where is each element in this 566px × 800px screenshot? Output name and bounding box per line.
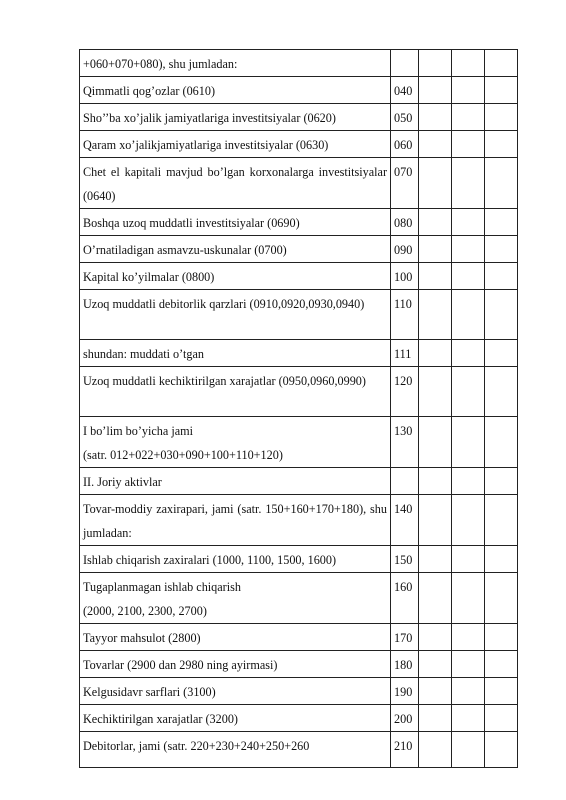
value-cell <box>419 77 452 104</box>
table-row <box>80 573 518 624</box>
row-label: Uzoq muddatli kechiktirilgan xarajatlar (0950,0960,0990) <box>80 367 391 417</box>
row-label: Tayyor mahsulot (2800) <box>80 624 391 651</box>
value-cell <box>419 417 452 468</box>
value-cell <box>485 77 518 104</box>
table-row <box>80 495 518 546</box>
value-cell <box>485 495 518 546</box>
table-row <box>80 263 518 290</box>
value-cell <box>419 678 452 705</box>
value-cell <box>485 290 518 340</box>
value-cell <box>485 367 518 417</box>
value-cell <box>485 546 518 573</box>
value-cell <box>452 340 485 367</box>
row-label: Uzoq muddatli debitorlik qarzlari (0910,0920,0930,0940) <box>80 290 391 340</box>
table-row <box>80 417 518 468</box>
value-cell <box>452 290 485 340</box>
value-cell <box>452 104 485 131</box>
value-cell <box>485 468 518 495</box>
row-label: Kapital ko’yilmalar (0800) <box>80 263 391 290</box>
row-label: I bo’lim bo’yicha jami (satr. 012+022+030+090+100+110+120) <box>80 417 391 468</box>
value-cell <box>452 495 485 546</box>
value-cell <box>485 417 518 468</box>
table-row <box>80 131 518 158</box>
row-code <box>391 50 419 77</box>
value-cell <box>485 340 518 367</box>
value-cell <box>452 77 485 104</box>
table-row <box>80 236 518 263</box>
table-row <box>80 290 518 340</box>
value-cell <box>419 624 452 651</box>
table-row <box>80 104 518 131</box>
row-label: Tovarlar (2900 dan 2980 ning ayirmasi) <box>80 651 391 678</box>
value-cell <box>419 158 452 209</box>
value-cell <box>485 573 518 624</box>
row-label: Boshqa uzoq muddatli investitsiyalar (0690) <box>80 209 391 236</box>
value-cell <box>419 50 452 77</box>
row-code: 210 <box>391 732 419 768</box>
section-heading: II. Joriy aktivlar <box>80 468 391 495</box>
value-cell <box>419 367 452 417</box>
row-code: 180 <box>391 651 419 678</box>
balance-sheet-table <box>79 49 518 768</box>
value-cell <box>452 209 485 236</box>
value-cell <box>452 158 485 209</box>
row-code: 160 <box>391 573 419 624</box>
row-code: 200 <box>391 705 419 732</box>
value-cell <box>419 209 452 236</box>
value-cell <box>485 131 518 158</box>
table-row <box>80 705 518 732</box>
value-cell <box>419 651 452 678</box>
value-cell <box>419 732 452 768</box>
row-code: 080 <box>391 209 419 236</box>
value-cell <box>419 290 452 340</box>
row-label: Qimmatli qog’ozlar (0610) <box>80 77 391 104</box>
value-cell <box>452 624 485 651</box>
row-label: O’rnatiladigan asmavzu-uskunalar (0700) <box>80 236 391 263</box>
value-cell <box>485 624 518 651</box>
row-label: Kelgusidavr sarflari (3100) <box>80 678 391 705</box>
value-cell <box>452 732 485 768</box>
value-cell <box>419 705 452 732</box>
row-code: 110 <box>391 290 419 340</box>
table-row <box>80 340 518 367</box>
table-row <box>80 158 518 209</box>
value-cell <box>485 705 518 732</box>
value-cell <box>452 131 485 158</box>
value-cell <box>419 495 452 546</box>
row-code: 060 <box>391 131 419 158</box>
row-code: 170 <box>391 624 419 651</box>
value-cell <box>485 104 518 131</box>
row-code: 150 <box>391 546 419 573</box>
row-code: 140 <box>391 495 419 546</box>
value-cell <box>452 417 485 468</box>
row-label: Tovar-moddiy zaxirapari, jami (satr. 150+160+170+180), shu jumladan: <box>80 495 391 546</box>
row-code: 120 <box>391 367 419 417</box>
value-cell <box>452 50 485 77</box>
table-row <box>80 678 518 705</box>
row-label: Sho’’ba xo’jalik jamiyatlariga investitsiyalar (0620) <box>80 104 391 131</box>
value-cell <box>452 546 485 573</box>
row-code: 050 <box>391 104 419 131</box>
row-label: Kechiktirilgan xarajatlar (3200) <box>80 705 391 732</box>
value-cell <box>452 468 485 495</box>
value-cell <box>485 50 518 77</box>
table-row <box>80 624 518 651</box>
row-label: Ishlab chiqarish zaxiralari (1000, 1100, 1500, 1600) <box>80 546 391 573</box>
table-row <box>80 367 518 417</box>
row-label: Debitorlar, jami (satr. 220+230+240+250+260 <box>80 732 391 768</box>
value-cell <box>485 236 518 263</box>
row-code: 100 <box>391 263 419 290</box>
value-cell <box>452 367 485 417</box>
row-code: 090 <box>391 236 419 263</box>
row-label: +060+070+080), shu jumladan: <box>80 50 391 77</box>
value-cell <box>485 263 518 290</box>
value-cell <box>485 651 518 678</box>
row-label: Chet el kapitali mavjud bo’lgan korxonalarga investitsiyalar (0640) <box>80 158 391 209</box>
row-code: 040 <box>391 77 419 104</box>
value-cell <box>485 678 518 705</box>
value-cell <box>452 705 485 732</box>
value-cell <box>485 209 518 236</box>
value-cell <box>419 263 452 290</box>
table-row <box>80 468 518 495</box>
value-cell <box>419 236 452 263</box>
value-cell <box>452 651 485 678</box>
value-cell <box>485 158 518 209</box>
value-cell <box>419 546 452 573</box>
value-cell <box>452 678 485 705</box>
value-cell <box>419 573 452 624</box>
value-cell <box>419 468 452 495</box>
row-code: 070 <box>391 158 419 209</box>
value-cell <box>452 573 485 624</box>
table-row <box>80 209 518 236</box>
row-code: 111 <box>391 340 419 367</box>
value-cell <box>485 732 518 768</box>
row-label: Tugaplanmagan ishlab chiqarish (2000, 2100, 2300, 2700) <box>80 573 391 624</box>
value-cell <box>419 104 452 131</box>
table-row <box>80 732 518 768</box>
row-code: 130 <box>391 417 419 468</box>
value-cell <box>452 263 485 290</box>
value-cell <box>419 131 452 158</box>
table-row <box>80 77 518 104</box>
row-label: shundan: muddati o’tgan <box>80 340 391 367</box>
table-row <box>80 651 518 678</box>
row-code: 190 <box>391 678 419 705</box>
value-cell <box>419 340 452 367</box>
table-row <box>80 546 518 573</box>
row-code <box>391 468 419 495</box>
row-label: Qaram xo’jalikjamiyatlariga investitsiyalar (0630) <box>80 131 391 158</box>
table-row <box>80 50 518 77</box>
value-cell <box>452 236 485 263</box>
